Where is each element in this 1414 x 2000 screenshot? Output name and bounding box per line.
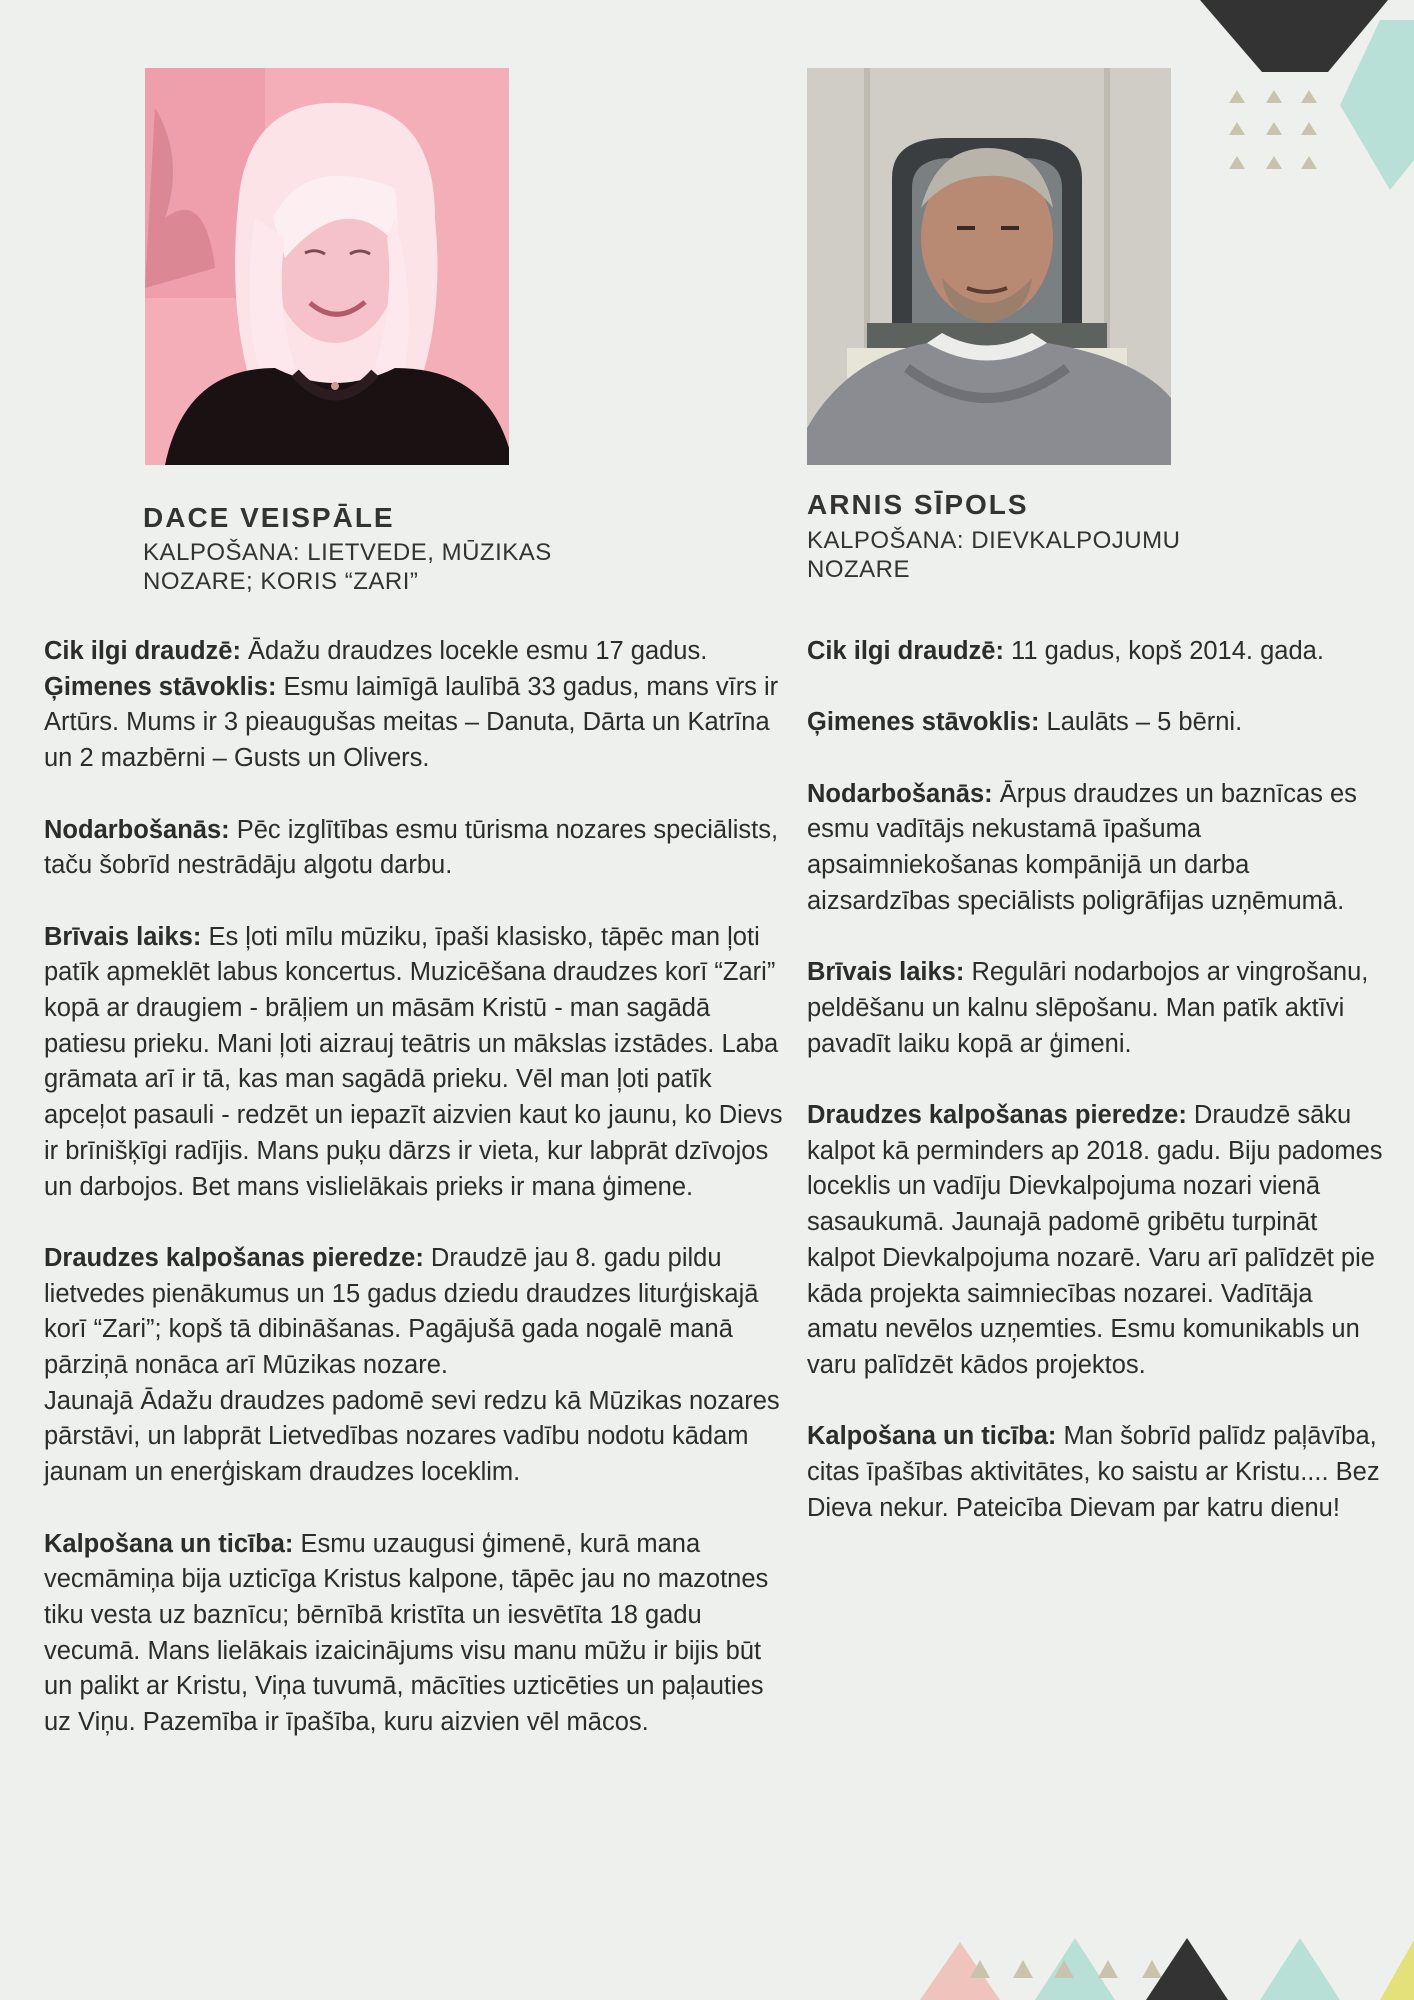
dark-triangle-bottom bbox=[1146, 1938, 1228, 2000]
mint-diamond-top bbox=[1340, 20, 1414, 190]
bio-section-family: Ģimenes stāvoklis: Laulāts – 5 bērni. bbox=[807, 708, 1243, 737]
role-line: KALPOŠANA: DIEVKALPOJUMU bbox=[807, 527, 1181, 554]
bio-section-experience: Draudzes kalpošanas pieredze: Draudzē sāku kalpot kā perminders ap 2018. gadu. Biju padomes loceklis un vadīju Dievkalpojuma nozari vienā sasaukumā. Jaunajā padomē gribētu turpināt kalpot Dievkalpojuma nozarē. Varu arī palīdzēt pie kāda projekta saimniecības nozarei. Vadītāja amatu nevēlos uzņemties. Esmu komunikabls un varu palīdzēt kādos projektos. bbox=[807, 1101, 1383, 1379]
candidate-name-left: DACE VEISPĀLE bbox=[143, 502, 395, 533]
mint-triangle-bottom-right bbox=[1260, 1938, 1340, 2000]
candidate-name-right: ARNIS SĪPOLS bbox=[807, 489, 1029, 520]
tan-small-triangles-bottom bbox=[970, 1960, 1162, 1978]
bio-section-experience-extra: Jaunajā Ādažu draudzes padomē sevi redzu kā Mūzikas nozares pārstāvi, un labprāt Lietvedības nozares vadību nodotu kādam jaunam un enerģiskam draudzes loceklim. bbox=[44, 1386, 780, 1487]
bio-section-occupation: Nodarbošanās: Ārpus draudzes un baznīcas es esmu vadītājs nekustamā īpašuma apsaimniekošanas kompānijā un darba aizsardzības speciālists poligrāfijas uzņēmumā. bbox=[807, 779, 1357, 915]
pink-triangle-bottom bbox=[920, 1942, 1000, 2000]
candidate-role-right bbox=[807, 526, 1180, 584]
bio-section-faith: Kalpošana un ticība: Esmu uzaugusi ģimenē, kurā mana vecmāmiņa bija uzticīga Kristus kalpone, tāpēc jau no mazotnes tiku vesta uz baznīcu; bērnībā kristīta un iesvētīta 18 gadu vecumā. Mans lielākais izaicinājums visu manu mūžu ir bijis būt un palikt ar Kristu, Viņa tuvumā, mācīties uzticēties un paļauties uz Viņu. Pazemība ir īpašība, kuru aizvien vēl mācos. bbox=[44, 1529, 769, 1737]
lime-triangle-bottom bbox=[1380, 1940, 1414, 2000]
role-line: NOZARE; KORIS “ZARI” bbox=[143, 568, 419, 595]
bio-column-left bbox=[44, 634, 784, 1776]
mint-triangle-bottom bbox=[1035, 1938, 1115, 2000]
bio-column-right bbox=[807, 634, 1387, 1562]
bio-section-experience: Draudzes kalpošanas pieredze: Draudzē jau 8. gadu pildu lietvedes pienākumus un 15 gadus dziedu draudzes liturģiskajā korī “Zari”; kopš tā dibināšanas. Pagājušā gada nogalē manā pārziņā nonāca arī Mūzikas nozare. Jaunajā Ādažu draudzes padomē sevi redzu kā Mūzikas nozares pārstāvi, un labprāt Lietvedības nozares vadību nodotu kādam jaunam un enerģiskam draudzes loceklim. bbox=[44, 1243, 780, 1487]
candidate-role-left bbox=[143, 538, 552, 596]
bio-section-occupation: Nodarbošanās: Pēc izglītības esmu tūrisma nozares speciālists, taču šobrīd nestrādāju algotu darbu. bbox=[44, 815, 779, 880]
portrait-photo-arnis bbox=[807, 68, 1171, 465]
portrait-photo-dace bbox=[145, 68, 509, 465]
role-line: NOZARE bbox=[807, 556, 911, 583]
bio-section-membership: Cik ilgi draudzē: 11 gadus, kopš 2014. gada. bbox=[807, 637, 1324, 665]
bio-section-family: Ģimenes stāvoklis: Esmu laimīgā laulībā 33 gadus, mans vīrs ir Artūrs. Mums ir 3 pieaugušas meitas – Danuta, Dārta un Katrīna un 2 mazbērni – Gusts un Olivers. bbox=[44, 672, 779, 773]
bio-section-membership: Cik ilgi draudzē: Ādažu draudzes locekle esmu 17 gadus. bbox=[44, 637, 708, 665]
role-line: KALPOŠANA: LIETVEDE, MŪZIKAS bbox=[143, 539, 552, 566]
tan-triangle-grid bbox=[1229, 90, 1317, 169]
bio-section-free-time: Brīvais laiks: Regulāri nodarbojos ar vingrošanu, peldēšanu un kalnu slēpošanu. Man patīk aktīvi pavadīt laiku kopā ar ģimeni. bbox=[807, 958, 1369, 1058]
bio-section-free-time: Brīvais laiks: Es ļoti mīlu mūziku, īpaši klasisko, tāpēc man ļoti patīk apmeklēt labus koncertus. Muzicēšana draudzes korī “Zari” kopā ar draugiem - brāļiem un māsām Kristū - man sagādā patiesu prieku. Mani ļoti aizrauj teātris un mākslas izstādes. Laba grāmata arī ir tā, kas man sagādā prieku. Vēl man ļoti patīk apceļot pasauli - redzēt un iepazīt aizvien kaut ko jaunu, ko Dievs ir brīnišķīgi radījis. Mans puķu dārzs ir vieta, kur labprāt dzīvojos un darbojos. Bet mans vislielākais prieks ir mana ģimene. bbox=[44, 922, 783, 1201]
bio-section-faith: Kalpošana un ticība: Man šobrīd palīdz paļāvība, citas īpašības aktivitātes, ko saistu ar Kristu.... Bez Dieva nekur. Pateicība Dievam par katru dienu! bbox=[807, 1422, 1380, 1522]
dark-triangle-top bbox=[1200, 0, 1388, 72]
